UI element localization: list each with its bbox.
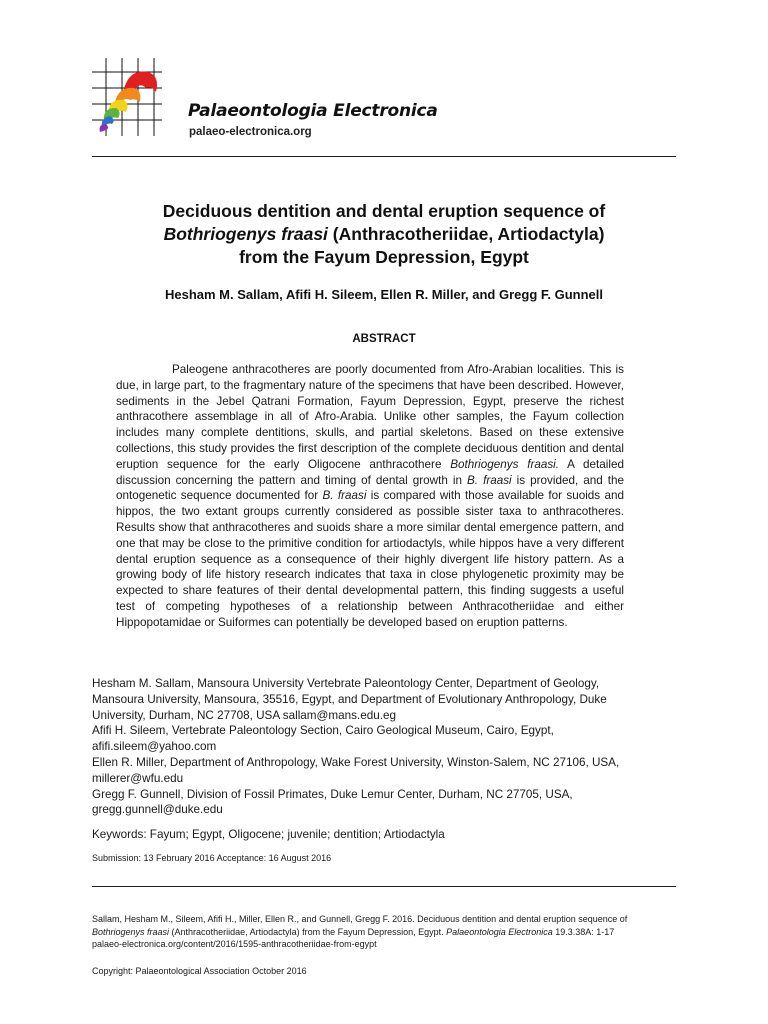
affiliation-line: Gregg F. Gunnell, Division of Fossil Primates, Duke Lemur Center, Durham, NC 27705, USA, [92, 787, 573, 801]
citation-species: Bothriogenys fraasi [92, 926, 170, 937]
copyright: Copyright: Palaeontological Association October 2016 [92, 966, 307, 976]
article-title [92, 200, 676, 269]
abstract-text-3: is provided, and the ontogenetic sequence documented for [116, 473, 624, 503]
citation [92, 913, 676, 951]
citation-url[interactable]: palaeo-electronica.org/content/2016/1595-anthracotheriidae-from-egypt [92, 939, 377, 949]
affiliation-email[interactable]: afifi.sileem@yahoo.com [92, 740, 217, 754]
abstract-body [116, 362, 624, 631]
footer-divider [92, 886, 676, 887]
title-taxon: (Anthracotheriidae, Artiodactyla) [327, 224, 605, 244]
title-line-2 [92, 223, 676, 246]
author-list: Hesham M. Sallam, Afifi H. Sileem, Ellen R. Miller, and Gregg F. Gunnell [164, 287, 603, 302]
affiliation-line: Mansoura University, Mansoura, 35516, Egypt, and Department of Evolutionary Anthropology, Duke [92, 692, 607, 706]
affiliation-email[interactable]: gregg.gunnell@duke.edu [92, 803, 223, 817]
journal-url[interactable]: palaeo-electronica.org [189, 126, 312, 138]
affiliation-line: Hesham M. Sallam, Mansoura University Vertebrate Paleontology Center, Department of Geology, [92, 677, 600, 690]
journal-logo [92, 58, 162, 136]
affiliation-line: Ellen R. Miller, Department of Anthropology, Wake Forest University, Winston-Salem, NC 27106, USA, [92, 755, 620, 769]
title-line-3: from the Fayum Depression, Egypt [239, 247, 529, 267]
abstract-text-4: is compared with those available for suoids and hippos, the two extant groups currently considered as possible sister taxa to anthracotheres. Results show that anthracotheres and suoids share a more similar dental emergence pattern, and one that may be close to the primitive condition for artiodactyls, while hippos have a very different dental eruption sequence as a consequence of their highly divergent life history pattern. As a growing body of life history research indicates that taxa in close phylogenetic proximity may be expected to share features of their dental developmental pattern, this finding suggests a useful test of competing hypotheses of a relationship between Anthracotheriidae and either Hippopotamidae or Suiformes can potentially be developed based on eruption patterns. [116, 489, 624, 629]
header-divider [92, 156, 676, 157]
affiliation-email[interactable]: millerer@wfu.edu [92, 771, 184, 785]
citation-title-rest: (Anthracotheriidae, Artiodactyla) from the Fayum Depression, Egypt. [169, 926, 447, 937]
keywords: Keywords: Fayum; Egypt, Oligocene; juvenile; dentition; Artiodactyla [92, 828, 445, 841]
abstract-species-3: B. fraasi [322, 489, 367, 503]
abstract-heading: ABSTRACT [352, 333, 416, 345]
title-species: Bothriogenys fraasi [163, 224, 328, 244]
affiliation-line: Afifi H. Sileem, Vertebrate Paleontology Section, Cairo Geological Museum, Cairo, Egypt, [92, 724, 554, 738]
abstract-species-1: Bothriogenys fraasi. [450, 457, 560, 471]
affiliation-line: University, Durham, NC 27708, USA sallam@mans.edu.eg [92, 708, 396, 722]
submission-dates: Submission: 13 February 2016 Acceptance: 16 August 2016 [92, 853, 332, 863]
citation-volume: 19.3.38A: 1-17 [552, 926, 615, 937]
citation-authors: Sallam, Hesham M., Sileem, Afifi H., Miller, Ellen R., and Gunnell, Gregg F. 2016. Deciduous dentition and dental eruption sequence of [92, 914, 628, 924]
abstract-text-1: Paleogene anthracotheres are poorly documented from Afro-Arabian localities. This is due, in large part, to the fragmentary nature of the specimens that have been described. However, sediments in the Jebel Qatrani Formation, Fayum Depression, Egypt, preserve the richest anthracothere assemblage in all of Afro-Arabia. Unlike other samples, the Fayum collection includes many complete dentitions, skulls, and partial skeletons. Based on these extensive collections, this study provides the first description of the complete deciduous dentition and dental eruption sequence for the early Oligocene anthracothere [116, 363, 624, 471]
author-affiliations [92, 676, 676, 818]
abstract-species-2: B. fraasi [467, 473, 512, 487]
journal-name: Palaeontologia Electronica [188, 101, 438, 121]
citation-journal: Palaeontologia Electronica [446, 926, 553, 937]
title-line-1: Deciduous dentition and dental eruption sequence of [162, 201, 606, 221]
abstract-text-2: A detailed discussion concerning the pattern and timing of dental growth in [116, 457, 624, 487]
